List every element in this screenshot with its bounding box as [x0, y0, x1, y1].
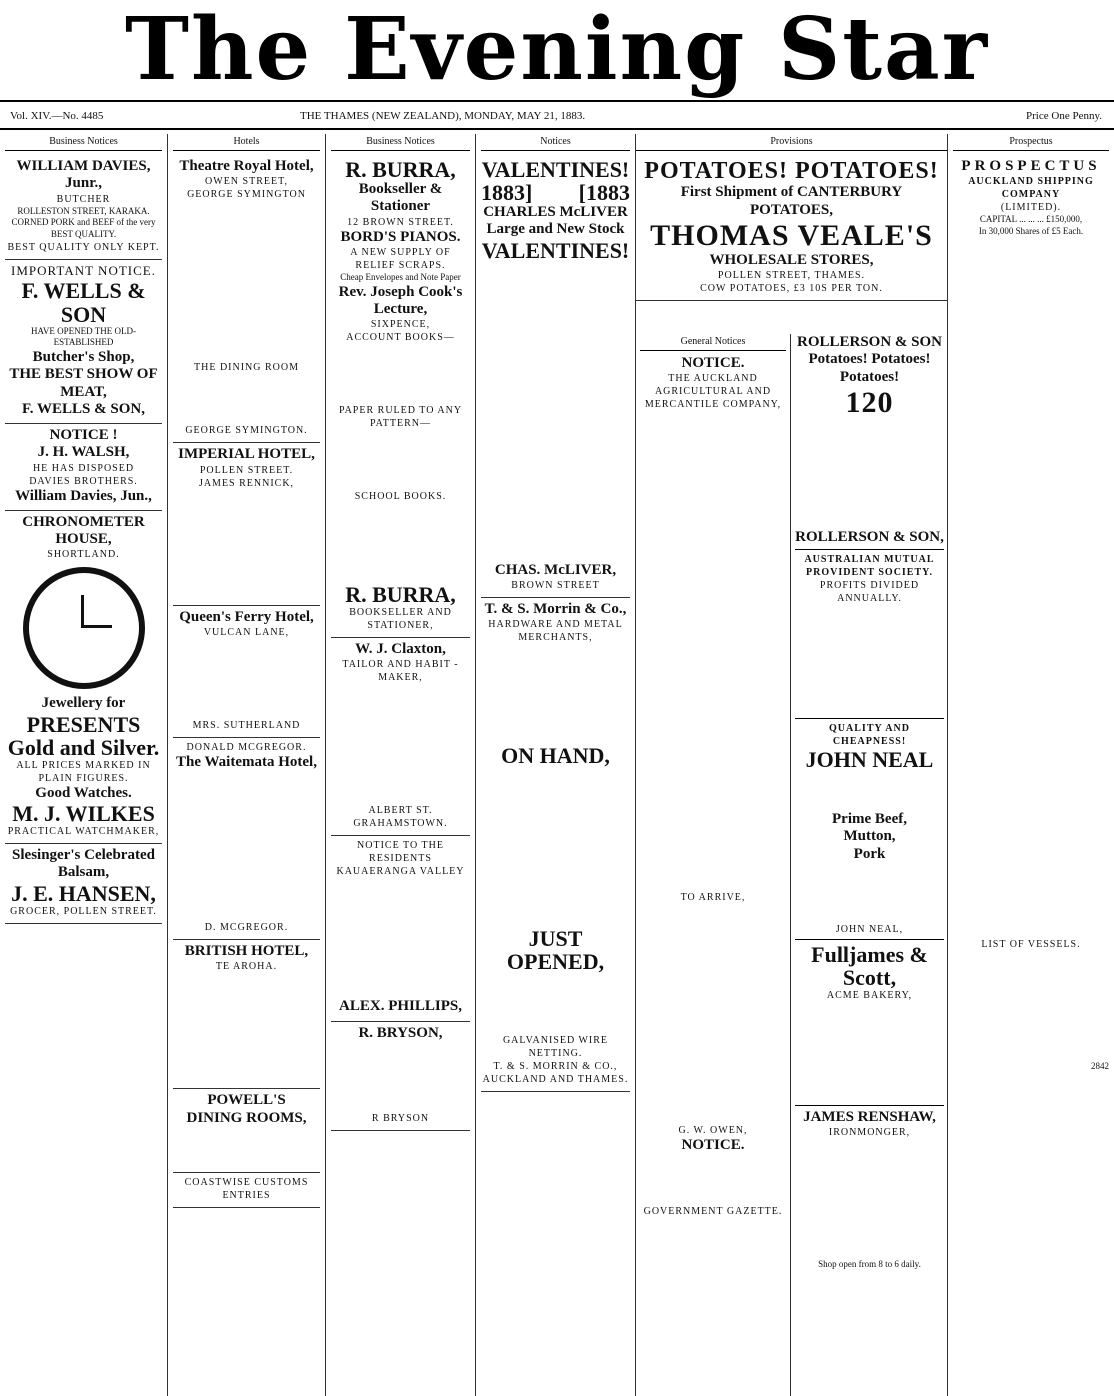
column-heading: Hotels: [173, 134, 320, 151]
price: Price One Penny.: [1026, 110, 1102, 122]
body-text: [795, 1002, 944, 1102]
column-heading: Business Notices: [331, 134, 470, 151]
ad-claxton: W. J. Claxton, TAILOR AND HABIT - MAKER, ALBERT ST. GRAHAMSTOWN.: [331, 638, 470, 836]
body-text: [173, 771, 320, 921]
volume-number: Vol. XIV.—No. 4485: [10, 110, 104, 122]
column-hotels: [168, 134, 326, 1396]
column-business-notices-1: [0, 134, 168, 1396]
ad-valentines: VALENTINES! 1883] [1883 CHARLES McLIVER Large and New Stock VALENTINES! CHAS. McLIVER, BROWN STREET: [481, 155, 630, 598]
ad-powells-dining-rooms: POWELL'S DINING ROOMS,: [173, 1089, 320, 1173]
ad-wells-son: IMPORTANT NOTICE. F. WELLS & SON HAVE OPENED THE OLD-ESTABLISHED Butcher's Shop, THE BEST SHOW OF MEAT, F. WELLS & SON,: [5, 260, 162, 424]
column-heading: Provisions: [636, 134, 947, 151]
body-text: [173, 374, 320, 424]
vessel-list: [953, 951, 1109, 1061]
body-text: [173, 639, 320, 719]
body-text: [795, 863, 944, 923]
ad-imperial-hotel: IMPERIAL HOTEL, POLLEN STREET. JAMES RENNICK,: [173, 443, 320, 605]
body-text: [173, 490, 320, 600]
body-text: [481, 262, 630, 562]
ad-queens-ferry-hotel: Queen's Ferry Hotel, VULCAN LANE, MRS. SUTHERLAND: [173, 606, 320, 738]
body-text: [173, 201, 320, 361]
body-text: [481, 974, 630, 1034]
body-text: [795, 771, 944, 811]
body-text: [481, 644, 630, 744]
ad-coastwise-customs: COASTWISE CUSTOMS ENTRIES: [173, 1173, 320, 1208]
ad-theatre-royal-hotel: Theatre Royal Hotel, OWEN STREET, GEORGE SYMINGTON THE DINING ROOM GEORGE SYMINGTON.: [173, 155, 320, 443]
body-text: [640, 1155, 786, 1205]
ad-kauaeranga-notice: NOTICE TO THE RESIDENTS KAUAERANGA VALLEY ALEX. PHILLIPS,: [331, 836, 470, 1021]
ad-william-davies: WILLIAM DAVIES, Junr., BUTCHER ROLLESTON STREET, KARAKA. CORNED PORK and BEEF of the very BEST QUALITY. BEST QUALITY ONLY KEPT.: [5, 155, 162, 260]
masthead: [0, 0, 1114, 100]
column-notices: [476, 134, 636, 1396]
ad-waitemata-hotel: DONALD MCGREGOR. The Waitemata Hotel, D. MCGREGOR.: [173, 738, 320, 940]
body-text: [953, 238, 1109, 938]
body-text: [331, 1042, 470, 1112]
body-text: [331, 878, 470, 998]
body-text: [795, 1139, 944, 1259]
column-provisions: [636, 134, 948, 1396]
ad-slesinger: Slesinger's Celebrated Balsam, J. E. HANSEN, GROCER, POLLEN STREET.: [5, 844, 162, 924]
column-provisions-right: ROLLERSON & SON Potatoes! Potatoes! Potatoes! 120 ROLLERSON & SON, AUSTRALIAN MUTUAL PROVIDENT SOCIETY. PROFITS DIVIDED ANNUALLY. QUALITY AND CHEAPNESS! JOHN NEAL Prime Beef, Mutton, Pork JOHN NEAL, Fulljames & Scott, ACME BAKERY, JAMES RENSHAW, IRONMONGER, Shop open from 8 to 6 daily.: [795, 334, 944, 1270]
dateline-bar: [0, 100, 1114, 130]
ad-r-bryson: R. BRYSON, R BRYSON: [331, 1022, 470, 1131]
body-text: [331, 344, 470, 404]
body-text: [640, 411, 786, 891]
ad-morrin: T. & S. Morrin & Co., HARDWARE AND METAL MERCHANTS, ON HAND, JUST OPENED, GALVANISED WIRE NETTING. T. & S. MORRIN & CO., AUCKLAND AND THAMES.: [481, 598, 630, 1092]
body-text: [795, 419, 944, 529]
ad-chronometer-house: CHRONOMETER HOUSE, SHORTLAND. Jewellery for PRESENTS Gold and Silver. ALL PRICES MARKED IN PLAIN FIGURES. Good Watches. M. J. WILKES PRACTICAL WATCHMAKER,: [5, 511, 162, 844]
ad-british-hotel: BRITISH HOTEL, TE AROHA.: [173, 940, 320, 1089]
body-text: [331, 503, 470, 583]
place-date: THE THAMES (NEW ZEALAND), MONDAY, MAY 21, 1883.: [300, 110, 586, 122]
ad-auckland-shipping: PROSPECTUS AUCKLAND SHIPPING COMPANY (LIMITED). CAPITAL ... ... ... £150,000, In 30,000 Shares of £5 Each. LIST OF VESSELS. 2842: [953, 155, 1109, 1077]
column-heading: Business Notices: [5, 134, 162, 151]
newspaper-title: The Evening Star: [124, 0, 990, 100]
ad-potatoes-veale: POTATOES! POTATOES! First Shipment of CANTERBURY POTATOES, THOMAS VEALE'S WHOLESALE STORES, POLLEN STREET, THAMES. COW POTATOES, £3 10S PER TON.: [636, 155, 947, 301]
body-text: [640, 904, 786, 1124]
column-general-notices: General Notices NOTICE. THE AUCKLAND AGRICULTURAL AND MERCANTILE COMPANY, TO ARRIVE, G. W. OWEN, NOTICE. GOVERNMENT GAZETTE.: [636, 334, 791, 1396]
body-text: [331, 430, 470, 490]
column-heading: Prospectus: [953, 134, 1109, 151]
body-text: [795, 605, 944, 715]
body-text: [173, 973, 320, 1083]
columns: [0, 134, 1114, 1396]
body-text: [173, 1127, 320, 1167]
body-text: [481, 767, 630, 927]
ad-walsh: NOTICE ! J. H. WALSH, HE HAS DISPOSED DAVIES BROTHERS. William Davies, Jun.,: [5, 424, 162, 511]
body-text: [331, 684, 470, 804]
clock-illustration: [23, 567, 145, 689]
column-business-notices-2: [326, 134, 476, 1396]
ad-r-burra: R. BURRA, Bookseller & Stationer 12 BROWN STREET. BORD'S PIANOS. A NEW SUPPLY OF RELIEF SCRAPS. Cheap Envelopes and Note Paper Rev. Joseph Cook's Lecture, SIXPENCE, ACCOUNT BOOKS— PAPER RULED TO ANY PATTERN— SCHOOL BOOKS. R. BURRA, BOOKSELLER AND STATIONER,: [331, 155, 470, 638]
column-heading: Notices: [481, 134, 630, 151]
column-prospectus: [948, 134, 1114, 1396]
